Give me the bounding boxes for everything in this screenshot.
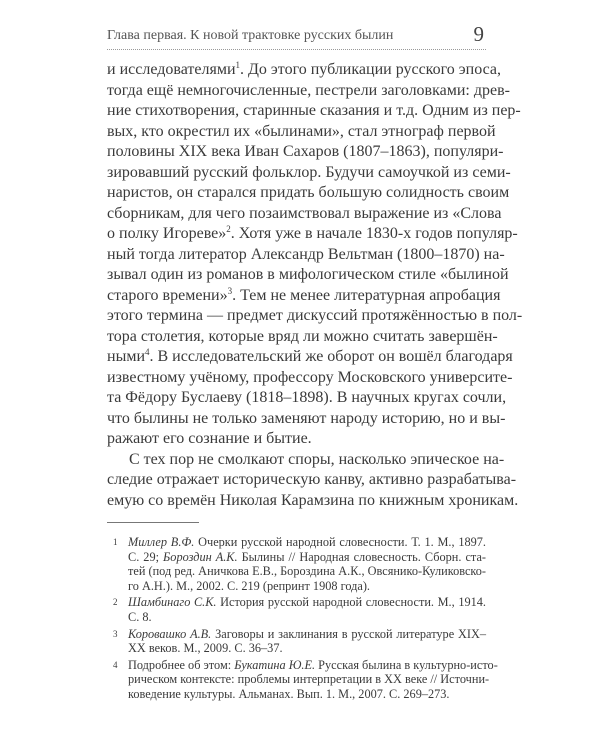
text-run: наристов, он старался придать большую солидность своим bbox=[107, 184, 510, 201]
text-line bbox=[107, 122, 496, 143]
author-name: Шамбинаго С.К. bbox=[128, 595, 217, 610]
footnote-ref[interactable]: 1 bbox=[235, 60, 240, 70]
author-name: Бороздин А.К. bbox=[163, 549, 238, 564]
footnote-divider bbox=[107, 522, 199, 523]
text-run: го А.Н.). М., 2002. С. 219 (репринт 1908 года). bbox=[128, 578, 371, 593]
text-line bbox=[107, 306, 523, 327]
footnote-line bbox=[128, 579, 486, 594]
text-line bbox=[107, 470, 517, 491]
text-line bbox=[107, 285, 501, 307]
text-line bbox=[107, 450, 505, 471]
footnotes bbox=[107, 535, 498, 704]
text-run: вых, кто окрестил их «былинами», стал этнограф первой bbox=[107, 122, 496, 140]
text-line bbox=[107, 347, 513, 368]
running-header bbox=[107, 24, 486, 50]
text-run: известному учёному, профессору Московского университе- bbox=[107, 368, 513, 386]
footnote-number: 1 bbox=[113, 537, 118, 547]
text-run: сборникам, для чего позаимствовал выражение из «Слова bbox=[107, 204, 502, 222]
footnote-line bbox=[128, 610, 486, 625]
text-run: . В исследовательский же оборот он вошёл благодаря bbox=[149, 348, 513, 365]
footnote-line bbox=[128, 687, 486, 702]
text-run: История русской народной словесности. М., 1914. bbox=[216, 595, 486, 610]
text-run: Заговоры и заклинания в русской литературе XIX– bbox=[211, 626, 486, 641]
text-line bbox=[107, 204, 502, 225]
text-run: . Тем не менее литературная апробация bbox=[232, 286, 501, 304]
footnote-line bbox=[128, 672, 490, 687]
text-line bbox=[107, 163, 511, 184]
footnote-ref[interactable]: 2 bbox=[226, 224, 231, 234]
main-text bbox=[107, 60, 523, 511]
author-name: Миллер В.Ф. bbox=[128, 535, 195, 549]
text-line bbox=[107, 81, 510, 102]
text-run: тогда ещё немногочисленные, пестрели заголовками: древ- bbox=[107, 81, 510, 99]
footnote bbox=[107, 657, 498, 702]
text-line bbox=[107, 265, 509, 286]
footnote-number: 2 bbox=[113, 597, 118, 608]
footnote-number: 3 bbox=[113, 628, 118, 639]
text-run: . До этого публикации русского эпоса, bbox=[240, 61, 502, 78]
footnote-line bbox=[128, 641, 486, 656]
text-line bbox=[107, 429, 486, 450]
text-run: ние стихотворения, старинные сказания и т.д. Одним из пер- bbox=[107, 102, 521, 119]
text-run: ный тогда литератор Александр Вельтман (1800–1870) на- bbox=[107, 245, 505, 263]
footnote-ref[interactable]: 3 bbox=[227, 285, 233, 296]
text-line bbox=[107, 327, 498, 348]
footnote-line bbox=[128, 627, 486, 642]
footnote bbox=[107, 627, 486, 656]
footnote bbox=[107, 535, 486, 593]
text-run: ражают его сознание и бытие. bbox=[107, 430, 312, 447]
text-run: Очерки русской народной словесности. Т. 1. М., 1897. bbox=[194, 535, 487, 549]
text-line bbox=[107, 60, 502, 81]
footnote-line bbox=[128, 550, 486, 565]
footnote-line bbox=[128, 595, 486, 610]
text-run: С. 29; bbox=[128, 549, 164, 564]
author-name: Букатина Ю.Е. bbox=[234, 657, 316, 672]
text-run: половины XIX века Иван Сахаров (1807–1863), популяри- bbox=[107, 143, 504, 160]
text-run: та Фёдору Буслаеву (1818–1898). В научных кругах сочли, bbox=[107, 389, 507, 406]
text-run: С. 8. bbox=[128, 609, 152, 624]
text-run: емую со времён Николая Карамзина по книжным хроникам. bbox=[107, 491, 519, 509]
text-run: рическом контексте: проблемы интерпретации в XX веке // Источни- bbox=[128, 672, 490, 687]
text-line bbox=[107, 409, 506, 430]
text-run: Подробнее об этом: bbox=[128, 657, 235, 672]
text-line bbox=[107, 101, 521, 122]
text-line bbox=[107, 224, 518, 245]
text-line bbox=[107, 142, 504, 163]
footnote-line bbox=[128, 564, 486, 579]
text-run: этого термина — предмет дискуссий протяжённостью в пол- bbox=[107, 307, 523, 324]
footnote-line bbox=[128, 657, 498, 673]
page-number: 9 bbox=[473, 22, 484, 46]
text-run: следие отражает историческую канву, активно разрабатыва- bbox=[107, 471, 517, 488]
text-line bbox=[107, 368, 513, 389]
footnote-ref[interactable]: 4 bbox=[145, 347, 150, 357]
text-run: что былины не только заменяют народу историю, но и вы- bbox=[107, 409, 506, 427]
chapter-title: Глава первая. К новой трактовке русских былин bbox=[107, 28, 394, 43]
text-line bbox=[107, 388, 507, 409]
text-run: зировавший русский фольклор. Будучи самоучкой из семи- bbox=[107, 163, 511, 181]
text-run: Былины // Народная словесность. Сборн. ста- bbox=[237, 549, 486, 564]
text-run: С тех пор не смолкают споры, насколько эпическое на- bbox=[129, 450, 505, 468]
text-run: Русская былина в культурно-исто- bbox=[315, 657, 498, 672]
text-run: зывал один из романов в мифологическом стиле «былиной bbox=[107, 266, 509, 283]
text-run: тора столетия, которые вряд ли можно считать завершён- bbox=[107, 327, 498, 345]
footnote bbox=[107, 595, 486, 624]
text-line bbox=[107, 245, 505, 266]
text-run: ными bbox=[107, 348, 145, 365]
text-line bbox=[107, 491, 519, 512]
text-run: XX веков. М., 2009. С. 36–37. bbox=[128, 641, 283, 656]
text-run: о полку Игореве» bbox=[107, 225, 227, 242]
text-run: старого времени» bbox=[107, 286, 228, 304]
author-name: Коровашко А.В. bbox=[128, 626, 212, 641]
text-run: . Хотя уже в начале 1830-х годов популяр- bbox=[230, 225, 518, 242]
footnote-number: 4 bbox=[113, 659, 118, 670]
footnote-line bbox=[128, 535, 486, 550]
text-run: и исследователями bbox=[107, 61, 236, 78]
text-line bbox=[107, 183, 510, 204]
text-run: тей (под ред. Аничкова Е.В., Бороздина А.К., Овсянико-Куликовско- bbox=[128, 564, 486, 579]
text-run: коведение культуры. Альманах. Вып. 1. М., 2007. С. 269–273. bbox=[128, 686, 450, 701]
